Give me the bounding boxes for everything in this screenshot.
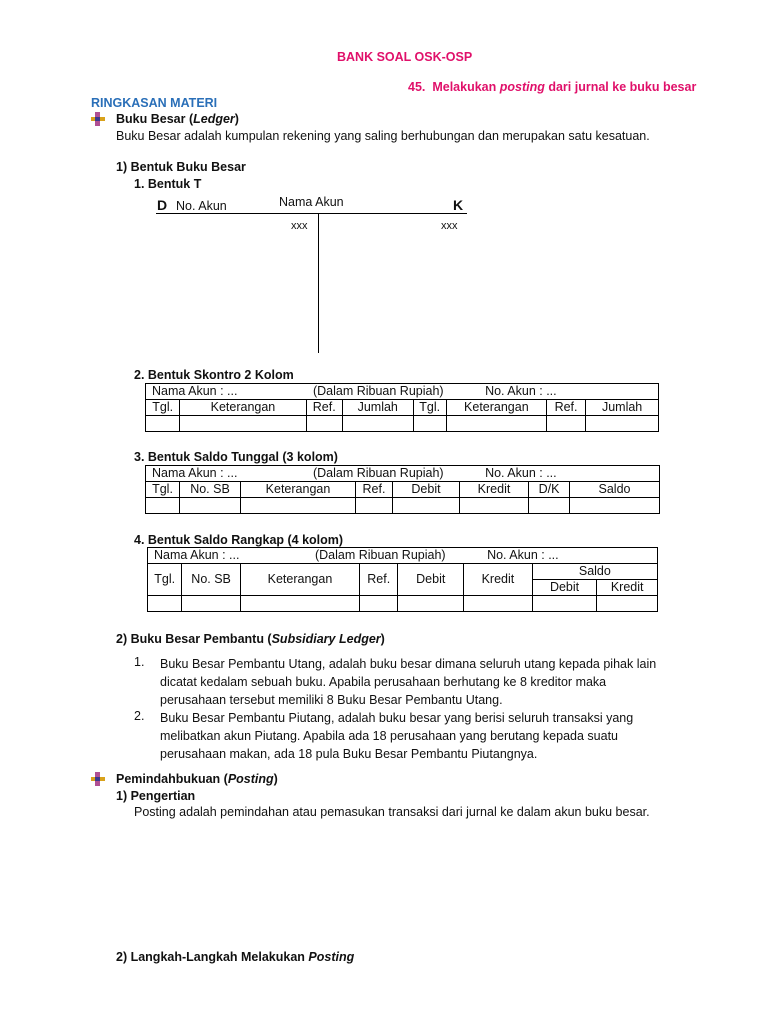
item-line: dicatat kedalam sebuah buku. Apabila perusahaan berhutang ke 8 kreditor maka [160, 675, 607, 689]
skontro-header-row [146, 400, 659, 416]
table-row [146, 416, 659, 432]
rangkap-nama-akun: Nama Akun : ... [154, 548, 240, 562]
skontro-ribuan: (Dalam Ribuan Rupiah) [312, 384, 444, 398]
buku-besar-heading [116, 112, 239, 126]
heading-italic: Ledger [193, 112, 235, 126]
table-row [146, 498, 660, 514]
topic-number: 45. [408, 80, 426, 94]
col-header-saldo-debit: Debit [532, 580, 597, 596]
tunggal-nama-akun: Nama Akun : ... [152, 466, 238, 480]
t-debit-label: D [157, 197, 168, 213]
skontro-label: 2. Bentuk Skontro 2 Kolom [134, 368, 294, 382]
col-header: Jumlah [586, 400, 659, 416]
col-header: Kredit [460, 482, 529, 498]
col-header: Tgl. [146, 482, 180, 498]
tunggal-label: 3. Bentuk Saldo Tunggal (3 kolom) [134, 450, 338, 464]
col-header: No. SB [180, 482, 241, 498]
document-title: BANK SOAL OSK-OSP [337, 50, 473, 64]
col-header: Tgl. [146, 400, 180, 416]
posting-definition: Posting adalah pemindahan atau pemasukan transaksi dari jurnal ke dalam akun buku besar. [134, 805, 650, 819]
col-header-saldo-kredit: Kredit [597, 580, 658, 596]
rangkap-ribuan: (Dalam Ribuan Rupiah) [314, 548, 446, 562]
heading-italic: Posting [308, 950, 355, 964]
topic-heading [408, 80, 696, 94]
skontro-title-cell [146, 384, 659, 400]
t-nama-akun: Nama Akun [279, 195, 344, 209]
pembantu-item2 [160, 709, 633, 763]
tunggal-table [145, 465, 660, 514]
t-xxx-left: xxx [291, 220, 308, 232]
topic-suffix: dari jurnal ke buku besar [544, 80, 697, 94]
skontro-table [145, 383, 659, 432]
pembantu-item1-number: 1. [134, 655, 145, 669]
tunggal-ribuan: (Dalam Ribuan Rupiah) [312, 466, 444, 480]
item-line: perusahaan makan, ada 18 pula Buku Besar Pembantu Piutangnya. [160, 747, 538, 761]
col-header: Jumlah [342, 400, 413, 416]
posting-heading [116, 772, 278, 786]
col-header: Ref. [306, 400, 342, 416]
col-header: Saldo [570, 482, 660, 498]
pengertian-heading: 1) Pengertian [116, 789, 196, 803]
col-header: Ref. [546, 400, 585, 416]
col-header: Ref. [356, 482, 393, 498]
col-header: Ref. [360, 564, 398, 596]
skontro-title-row [146, 384, 659, 400]
pembantu-item2-number: 2. [134, 709, 145, 723]
col-header: Keterangan [446, 400, 546, 416]
heading-prefix: 2) Buku Besar Pembantu ( [116, 632, 272, 646]
t-xxx-right: xxx [441, 220, 458, 232]
item-line: Buku Besar Pembantu Utang, adalah buku besar dimana seluruh utang kepada pihak lain [160, 657, 657, 671]
tunggal-title-cell [146, 466, 660, 482]
rangkap-no-akun: No. Akun : ... [487, 548, 559, 562]
heading-suffix: ) [380, 632, 385, 646]
heading-suffix: ) [234, 112, 239, 126]
rangkap-header-row-1 [148, 564, 658, 580]
t-vertical-line [318, 213, 319, 353]
col-header: Debit [393, 482, 460, 498]
topic-prefix: Melakukan [432, 80, 500, 94]
ringkasan-heading: RINGKASAN MATERI [91, 96, 218, 110]
item-line: Buku Besar Pembantu Piutang, adalah buku besar yang berisi seluruh transaksi yang [160, 711, 634, 725]
bullet-icon [91, 112, 105, 126]
col-header: Tgl. [148, 564, 182, 596]
tunggal-title-row [146, 466, 660, 482]
langkah-heading [116, 950, 354, 964]
pembantu-heading [116, 632, 385, 646]
rangkap-title-cell [148, 548, 658, 564]
skontro-no-akun: No. Akun : ... [485, 384, 557, 398]
heading-italic: Posting [227, 772, 274, 786]
col-header: Debit [398, 564, 464, 596]
item-line: melibatkan akun Piutang. Apabila ada 18 perusahaan yang berutang kepada suatu [160, 729, 618, 743]
col-header: Tgl. [413, 400, 446, 416]
col-header: Keterangan [180, 400, 306, 416]
heading-prefix: Buku Besar ( [116, 112, 194, 126]
tunggal-header-row [146, 482, 660, 498]
col-header-saldo: Saldo [532, 564, 657, 580]
rangkap-title-row [148, 548, 658, 564]
heading-suffix: ) [273, 772, 278, 786]
item-line: perusahaan tersebut memiliki 8 Buku Besar Pembantu Utang. [160, 693, 503, 707]
skontro-nama-akun: Nama Akun : ... [152, 384, 238, 398]
bentuk-t-label: 1. Bentuk T [134, 177, 202, 191]
heading-italic: Subsidiary Ledger [271, 632, 381, 646]
col-header: Kredit [464, 564, 533, 596]
table-row [148, 596, 658, 612]
bullet-icon [91, 772, 105, 786]
topic-italic: posting [499, 80, 545, 94]
col-header: Keterangan [240, 564, 359, 596]
rangkap-label: 4. Bentuk Saldo Rangkap (4 kolom) [134, 533, 344, 547]
bentuk-heading: 1) Bentuk Buku Besar [116, 160, 246, 174]
buku-besar-definition: Buku Besar adalah kumpulan rekening yang saling berhubungan dan merupakan satu kesatuan. [116, 129, 650, 143]
col-header: Keterangan [241, 482, 356, 498]
col-header: No. SB [182, 564, 241, 596]
col-header: D/K [529, 482, 570, 498]
t-no-akun: No. Akun [176, 199, 227, 213]
heading-prefix: Pemindahbukuan ( [116, 772, 228, 786]
t-kredit-label: K [453, 197, 464, 213]
t-horizontal-line [156, 213, 467, 214]
rangkap-table [147, 547, 658, 612]
heading-prefix: 2) Langkah-Langkah Melakukan [116, 950, 309, 964]
tunggal-no-akun: No. Akun : ... [485, 466, 557, 480]
pembantu-item1 [160, 655, 656, 709]
